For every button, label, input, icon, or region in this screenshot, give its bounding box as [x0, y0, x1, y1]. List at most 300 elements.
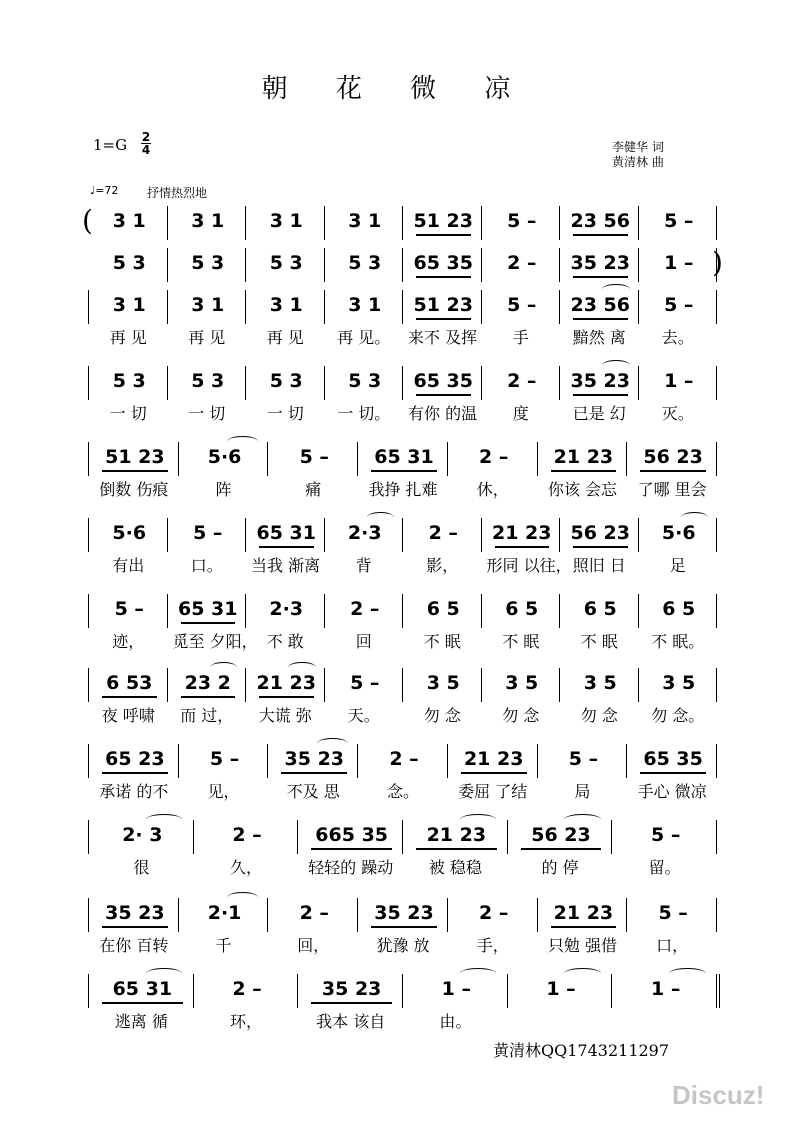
- barline: [324, 518, 325, 552]
- barline: [402, 974, 403, 1008]
- time-signature: [141, 131, 151, 156]
- barline: [716, 820, 717, 854]
- measure-notes: 65 35: [643, 748, 703, 770]
- expression-marking: 抒情热烈地: [147, 186, 208, 200]
- measure-notes: 6 5: [583, 598, 617, 620]
- measure-notes: 23 2: [184, 672, 231, 694]
- barline: [245, 594, 246, 628]
- barline: [88, 820, 89, 854]
- lyric-text: 口，: [656, 936, 689, 955]
- measure-notes: 5·6: [112, 522, 147, 544]
- lyric-text: 勿 念: [580, 706, 618, 725]
- measure-notes: 35 23: [570, 252, 630, 274]
- barline: [481, 248, 482, 282]
- key-signature: 1=G: [93, 136, 128, 154]
- measure-notes: 2·3: [347, 522, 382, 544]
- score-row: [0, 668, 792, 738]
- slur: [669, 968, 706, 979]
- beam-line: [573, 546, 628, 548]
- measure-notes: 21 23: [426, 824, 487, 846]
- final-barline: [716, 974, 726, 1008]
- slur: [681, 512, 708, 523]
- measure-notes: 5 3: [112, 370, 146, 392]
- lyric-text: 很: [133, 858, 150, 877]
- measure-notes: 51 23: [413, 294, 473, 316]
- barline: [88, 442, 89, 476]
- lyric-text: 再 见: [266, 328, 304, 347]
- lyricist-credit: 李健华 词: [612, 140, 664, 154]
- barline: [716, 744, 717, 778]
- score-row: [0, 974, 792, 1044]
- barline: [626, 898, 627, 932]
- barline: [88, 668, 89, 702]
- beam-line: [281, 772, 347, 774]
- measure-notes: 3 1: [348, 210, 382, 232]
- measure-notes: 21 23: [256, 672, 316, 694]
- lyric-text: 再 见: [109, 328, 147, 347]
- lyric-text: 轻轻的 躁动: [308, 858, 394, 877]
- measure-notes: 2 –: [479, 902, 509, 924]
- lyric-text: 不 眠: [580, 632, 618, 651]
- measure-notes: 2 –: [428, 522, 458, 544]
- lyric-text: 只勉 强借: [547, 936, 617, 955]
- measure-notes: 3 5: [505, 672, 539, 694]
- measure-notes: 5 –: [568, 748, 599, 770]
- lyric-text: 已是 幻: [572, 404, 626, 423]
- score-row: [0, 442, 792, 512]
- measure-notes: 23 56: [570, 210, 630, 232]
- barline: [716, 668, 717, 702]
- measure-notes: 665 35: [315, 824, 389, 846]
- beam-line: [311, 1002, 392, 1004]
- barline: [402, 820, 403, 854]
- barline: [447, 744, 448, 778]
- barline: [324, 290, 325, 324]
- measure-notes: 5 3: [348, 252, 382, 274]
- lyric-text: 有出: [112, 556, 145, 575]
- slur: [367, 512, 394, 523]
- barline: [167, 290, 168, 324]
- beam-line: [640, 772, 706, 774]
- slur: [460, 814, 497, 825]
- lyric-text: 而 过，: [180, 706, 234, 725]
- barline: [245, 668, 246, 702]
- beam-line: [311, 848, 392, 850]
- barline: [402, 206, 403, 240]
- lyric-text: 痛: [305, 480, 322, 499]
- lyric-text: 形同 以往，: [486, 556, 572, 575]
- measure-notes: 5·6: [661, 522, 696, 544]
- score-row: [0, 594, 792, 664]
- score-row: [0, 366, 792, 436]
- beam-line: [573, 318, 628, 320]
- slur: [288, 662, 315, 673]
- lyric-text: 不 眠: [502, 632, 540, 651]
- measure-notes: 5 –: [350, 672, 380, 694]
- beam-line: [371, 926, 437, 928]
- slur: [210, 662, 237, 673]
- barline: [559, 248, 560, 282]
- measure-notes: 5 –: [193, 522, 223, 544]
- barline: [481, 206, 482, 240]
- barline: [88, 744, 89, 778]
- measure-notes: 35 23: [570, 370, 630, 392]
- barline: [167, 518, 168, 552]
- watermark: Discuz!: [672, 1080, 765, 1110]
- measure-notes: 2·1: [207, 902, 242, 924]
- lyric-text: 去。: [661, 328, 694, 347]
- barline: [245, 366, 246, 400]
- score-row: [0, 820, 792, 890]
- lyric-text: 口。: [190, 556, 223, 575]
- beam-line: [371, 470, 437, 472]
- lyric-text: 觅至 夕阳，: [172, 632, 258, 651]
- barline: [507, 974, 508, 1008]
- barline: [357, 744, 358, 778]
- measure-notes: 56 23: [643, 446, 703, 468]
- barline: [638, 518, 639, 552]
- barline: [716, 898, 717, 932]
- barline: [88, 898, 89, 932]
- lyric-text: 勿 念: [502, 706, 540, 725]
- lyric-text: 被 稳稳: [428, 858, 482, 877]
- measure-notes: 5 3: [112, 252, 146, 274]
- measure-notes: 56 23: [570, 522, 630, 544]
- measure-notes: 6 5: [505, 598, 539, 620]
- barline: [88, 518, 89, 552]
- barline: [481, 366, 482, 400]
- lyric-text: 逃离 循: [114, 1012, 168, 1031]
- barline: [402, 594, 403, 628]
- lyric-text: 手: [512, 328, 529, 347]
- measure-notes: 51 23: [105, 446, 165, 468]
- measure-notes: 3 1: [348, 294, 382, 316]
- barline: [481, 290, 482, 324]
- barline: [402, 518, 403, 552]
- barline: [559, 594, 560, 628]
- barline: [245, 248, 246, 282]
- beam-line: [521, 848, 602, 850]
- measure-notes: 35 23: [321, 978, 382, 1000]
- barline: [626, 442, 627, 476]
- measure-notes: 5 3: [348, 370, 382, 392]
- lyric-text: 见，: [207, 782, 240, 801]
- measure-notes: 21 23: [492, 522, 552, 544]
- barline: [178, 744, 179, 778]
- slur: [227, 436, 258, 447]
- slur: [146, 968, 183, 979]
- slur: [602, 360, 629, 371]
- measure-notes: 2 –: [350, 598, 380, 620]
- slur: [227, 892, 258, 903]
- lyric-text: 留。: [648, 858, 681, 877]
- beam-line: [416, 234, 471, 236]
- intro-close-paren: ): [712, 246, 723, 279]
- barline: [324, 594, 325, 628]
- score-row: [0, 290, 792, 360]
- beam-line: [102, 926, 168, 928]
- barline: [402, 248, 403, 282]
- barline: [324, 668, 325, 702]
- lyric-text: 了哪 里会: [637, 480, 707, 499]
- measure-notes: 65 31: [178, 598, 238, 620]
- barline: [245, 518, 246, 552]
- barline: [638, 366, 639, 400]
- lyric-text: 迹，: [112, 632, 145, 651]
- lyric-text: 不 敢: [266, 632, 304, 651]
- measure-notes: 5 –: [650, 824, 681, 846]
- barline: [245, 290, 246, 324]
- beam-line: [102, 470, 168, 472]
- barline: [167, 594, 168, 628]
- beam-line: [573, 234, 628, 236]
- lyric-text: 足: [669, 556, 686, 575]
- measure-notes: 5 –: [664, 210, 694, 232]
- barline: [638, 206, 639, 240]
- measure-notes: 5 3: [191, 252, 225, 274]
- measure-notes: 2 –: [299, 902, 329, 924]
- barline: [297, 820, 298, 854]
- lyric-text: 在你 百转: [99, 936, 169, 955]
- barline: [537, 442, 538, 476]
- measure-notes: 5 –: [507, 294, 537, 316]
- barline: [716, 594, 717, 628]
- measure-notes: 5 –: [114, 598, 144, 620]
- beam-line: [102, 1002, 183, 1004]
- barline: [611, 820, 612, 854]
- barline: [507, 820, 508, 854]
- barline: [402, 668, 403, 702]
- measure-notes: 65 23: [105, 748, 165, 770]
- lyric-text: 委屈 了结: [458, 782, 528, 801]
- lyric-text: 倒数 伤痕: [99, 480, 169, 499]
- barline: [716, 442, 717, 476]
- lyric-text: 局: [574, 782, 591, 801]
- measure-notes: 35 23: [105, 902, 165, 924]
- barline: [716, 206, 717, 240]
- measure-notes: 2 –: [507, 370, 537, 392]
- measure-notes: 2·3: [269, 598, 304, 620]
- measure-notes: 21 23: [463, 748, 524, 770]
- beam-line: [416, 394, 471, 396]
- measure-notes: 3 5: [662, 672, 696, 694]
- beam-line: [259, 546, 314, 548]
- barline: [88, 290, 89, 324]
- lyric-text: 休，: [476, 480, 509, 499]
- measure-notes: 2 –: [389, 748, 419, 770]
- measure-notes: 6 5: [662, 598, 696, 620]
- barline: [324, 206, 325, 240]
- lyric-text: 手心 微凉: [637, 782, 707, 801]
- barline: [88, 974, 89, 1008]
- measure-notes: 1 –: [441, 978, 471, 1000]
- tempo-marking: ♩=72: [90, 184, 119, 197]
- measure-notes: 2· 3: [122, 824, 163, 846]
- barline: [559, 366, 560, 400]
- slur: [602, 284, 629, 295]
- barline: [481, 668, 482, 702]
- measure-notes: 6 5: [426, 598, 460, 620]
- beam-line: [573, 276, 628, 278]
- page-title: 朝 花 微 凉: [261, 74, 531, 104]
- arranger-contact: 黄清林QQ1743211297: [493, 1041, 670, 1060]
- intro-open-paren: (: [82, 204, 93, 237]
- measure-notes: 1 –: [664, 370, 694, 392]
- barline: [716, 518, 717, 552]
- beam-line: [181, 622, 236, 624]
- measure-notes: 3 1: [269, 210, 303, 232]
- lyric-text: 由。: [439, 1012, 472, 1031]
- barline: [638, 290, 639, 324]
- lyric-text: 背: [355, 556, 372, 575]
- barline: [537, 898, 538, 932]
- barline: [267, 898, 268, 932]
- lyric-text: 再 见: [188, 328, 226, 347]
- barline: [357, 442, 358, 476]
- lyric-text: 当我 渐离: [251, 556, 321, 575]
- measure-notes: 5 3: [269, 252, 303, 274]
- measure-notes: 3 1: [269, 294, 303, 316]
- barline: [88, 366, 89, 400]
- barline: [559, 206, 560, 240]
- slur: [460, 968, 497, 979]
- lyric-text: 勿 念。: [651, 706, 705, 725]
- lyric-text: 照旧 日: [572, 556, 626, 575]
- measure-notes: 3 1: [112, 210, 146, 232]
- score-row: [0, 744, 792, 814]
- barline: [716, 366, 717, 400]
- beam-line: [181, 696, 236, 698]
- barline: [245, 206, 246, 240]
- barline: [481, 594, 482, 628]
- lyric-text: 一 切: [266, 404, 304, 423]
- measure-notes: 2 –: [232, 978, 262, 1000]
- barline: [611, 974, 612, 1008]
- measure-notes: 51 23: [413, 210, 473, 232]
- lyric-text: 的 停: [541, 858, 579, 877]
- measure-notes: 21 23: [553, 902, 614, 924]
- barline: [193, 974, 194, 1008]
- measure-notes: 5 3: [191, 370, 225, 392]
- lyric-text: 环，: [229, 1012, 262, 1031]
- barline: [267, 442, 268, 476]
- measure-notes: 65 31: [374, 446, 434, 468]
- measure-notes: 6 53: [106, 672, 153, 694]
- beam-line: [551, 926, 617, 928]
- beam-line: [640, 470, 706, 472]
- barline: [447, 442, 448, 476]
- barline: [559, 290, 560, 324]
- barline: [324, 366, 325, 400]
- measure-notes: 2 –: [479, 446, 509, 468]
- lyric-text: 我挣 扎难: [368, 480, 438, 499]
- time-signature-bottom: 4: [141, 143, 151, 157]
- barline: [447, 898, 448, 932]
- lyric-text: 大谎 弥: [258, 706, 312, 725]
- barline: [537, 744, 538, 778]
- measure-notes: 5 –: [209, 748, 240, 770]
- lyric-text: 来不 及挥: [408, 328, 478, 347]
- lyric-text: 黯然 离: [572, 328, 626, 347]
- barline: [88, 594, 89, 628]
- measure-notes: 35 23: [374, 902, 434, 924]
- beam-line: [102, 696, 157, 698]
- beam-line: [461, 772, 527, 774]
- beam-line: [259, 696, 314, 698]
- beam-line: [102, 772, 168, 774]
- barline: [638, 248, 639, 282]
- lyric-text: 度: [512, 404, 529, 423]
- barline: [716, 290, 717, 324]
- lyric-text: 手，: [476, 936, 509, 955]
- measure-notes: 3 1: [112, 294, 146, 316]
- composer-credit: 黄清林 曲: [612, 155, 664, 169]
- measure-notes: 23 56: [570, 294, 630, 316]
- lyric-text: 承诺 的不: [99, 782, 169, 801]
- barline: [167, 668, 168, 702]
- measure-notes: 35 23: [284, 748, 345, 770]
- barline: [626, 744, 627, 778]
- measure-notes: 1 –: [650, 978, 681, 1000]
- measure-notes: 5 –: [507, 210, 537, 232]
- lyric-text: 不及 思: [286, 782, 340, 801]
- measure-notes: 65 31: [112, 978, 173, 1000]
- slur: [564, 968, 601, 979]
- lyric-text: 有你 的温: [408, 404, 478, 423]
- measure-notes: 65 35: [413, 370, 473, 392]
- measure-notes: 1 –: [664, 252, 694, 274]
- measure-notes: 3 5: [583, 672, 617, 694]
- barline: [402, 290, 403, 324]
- time-signature-top: 2: [141, 130, 151, 144]
- barline: [357, 898, 358, 932]
- lyric-text: 久，: [229, 858, 262, 877]
- lyric-text: 念。: [386, 782, 419, 801]
- barline: [167, 206, 168, 240]
- lyric-text: 勿 念: [423, 706, 461, 725]
- measure-notes: 21 23: [553, 446, 614, 468]
- barline: [638, 594, 639, 628]
- barline: [167, 366, 168, 400]
- lyric-text: 一 切。: [337, 404, 391, 423]
- measure-notes: 2 –: [232, 824, 262, 846]
- slur: [564, 814, 601, 825]
- beam-line: [573, 394, 628, 396]
- lyric-text: 天。: [347, 706, 380, 725]
- measure-notes: 3 5: [426, 672, 460, 694]
- lyric-text: 再 见。: [337, 328, 391, 347]
- lyric-text: 一 切: [188, 404, 226, 423]
- measure-notes: 65 35: [413, 252, 473, 274]
- score-row: [0, 518, 792, 588]
- lyric-text: 回，: [297, 936, 330, 955]
- measure-notes: 5 3: [269, 370, 303, 392]
- barline: [178, 898, 179, 932]
- measure-notes: 65 31: [256, 522, 316, 544]
- beam-line: [416, 276, 471, 278]
- measure-notes: 5 –: [299, 446, 329, 468]
- barline: [481, 518, 482, 552]
- barline: [167, 248, 168, 282]
- measure-notes: 3 1: [191, 294, 225, 316]
- beam-line: [416, 318, 471, 320]
- measure-notes: 56 23: [531, 824, 591, 846]
- slur: [146, 814, 183, 825]
- lyric-text: 千: [215, 936, 232, 955]
- measure-notes: 5 –: [658, 902, 688, 924]
- lyric-text: 夜 呼啸: [101, 706, 155, 725]
- lyric-text: 灭。: [661, 404, 694, 423]
